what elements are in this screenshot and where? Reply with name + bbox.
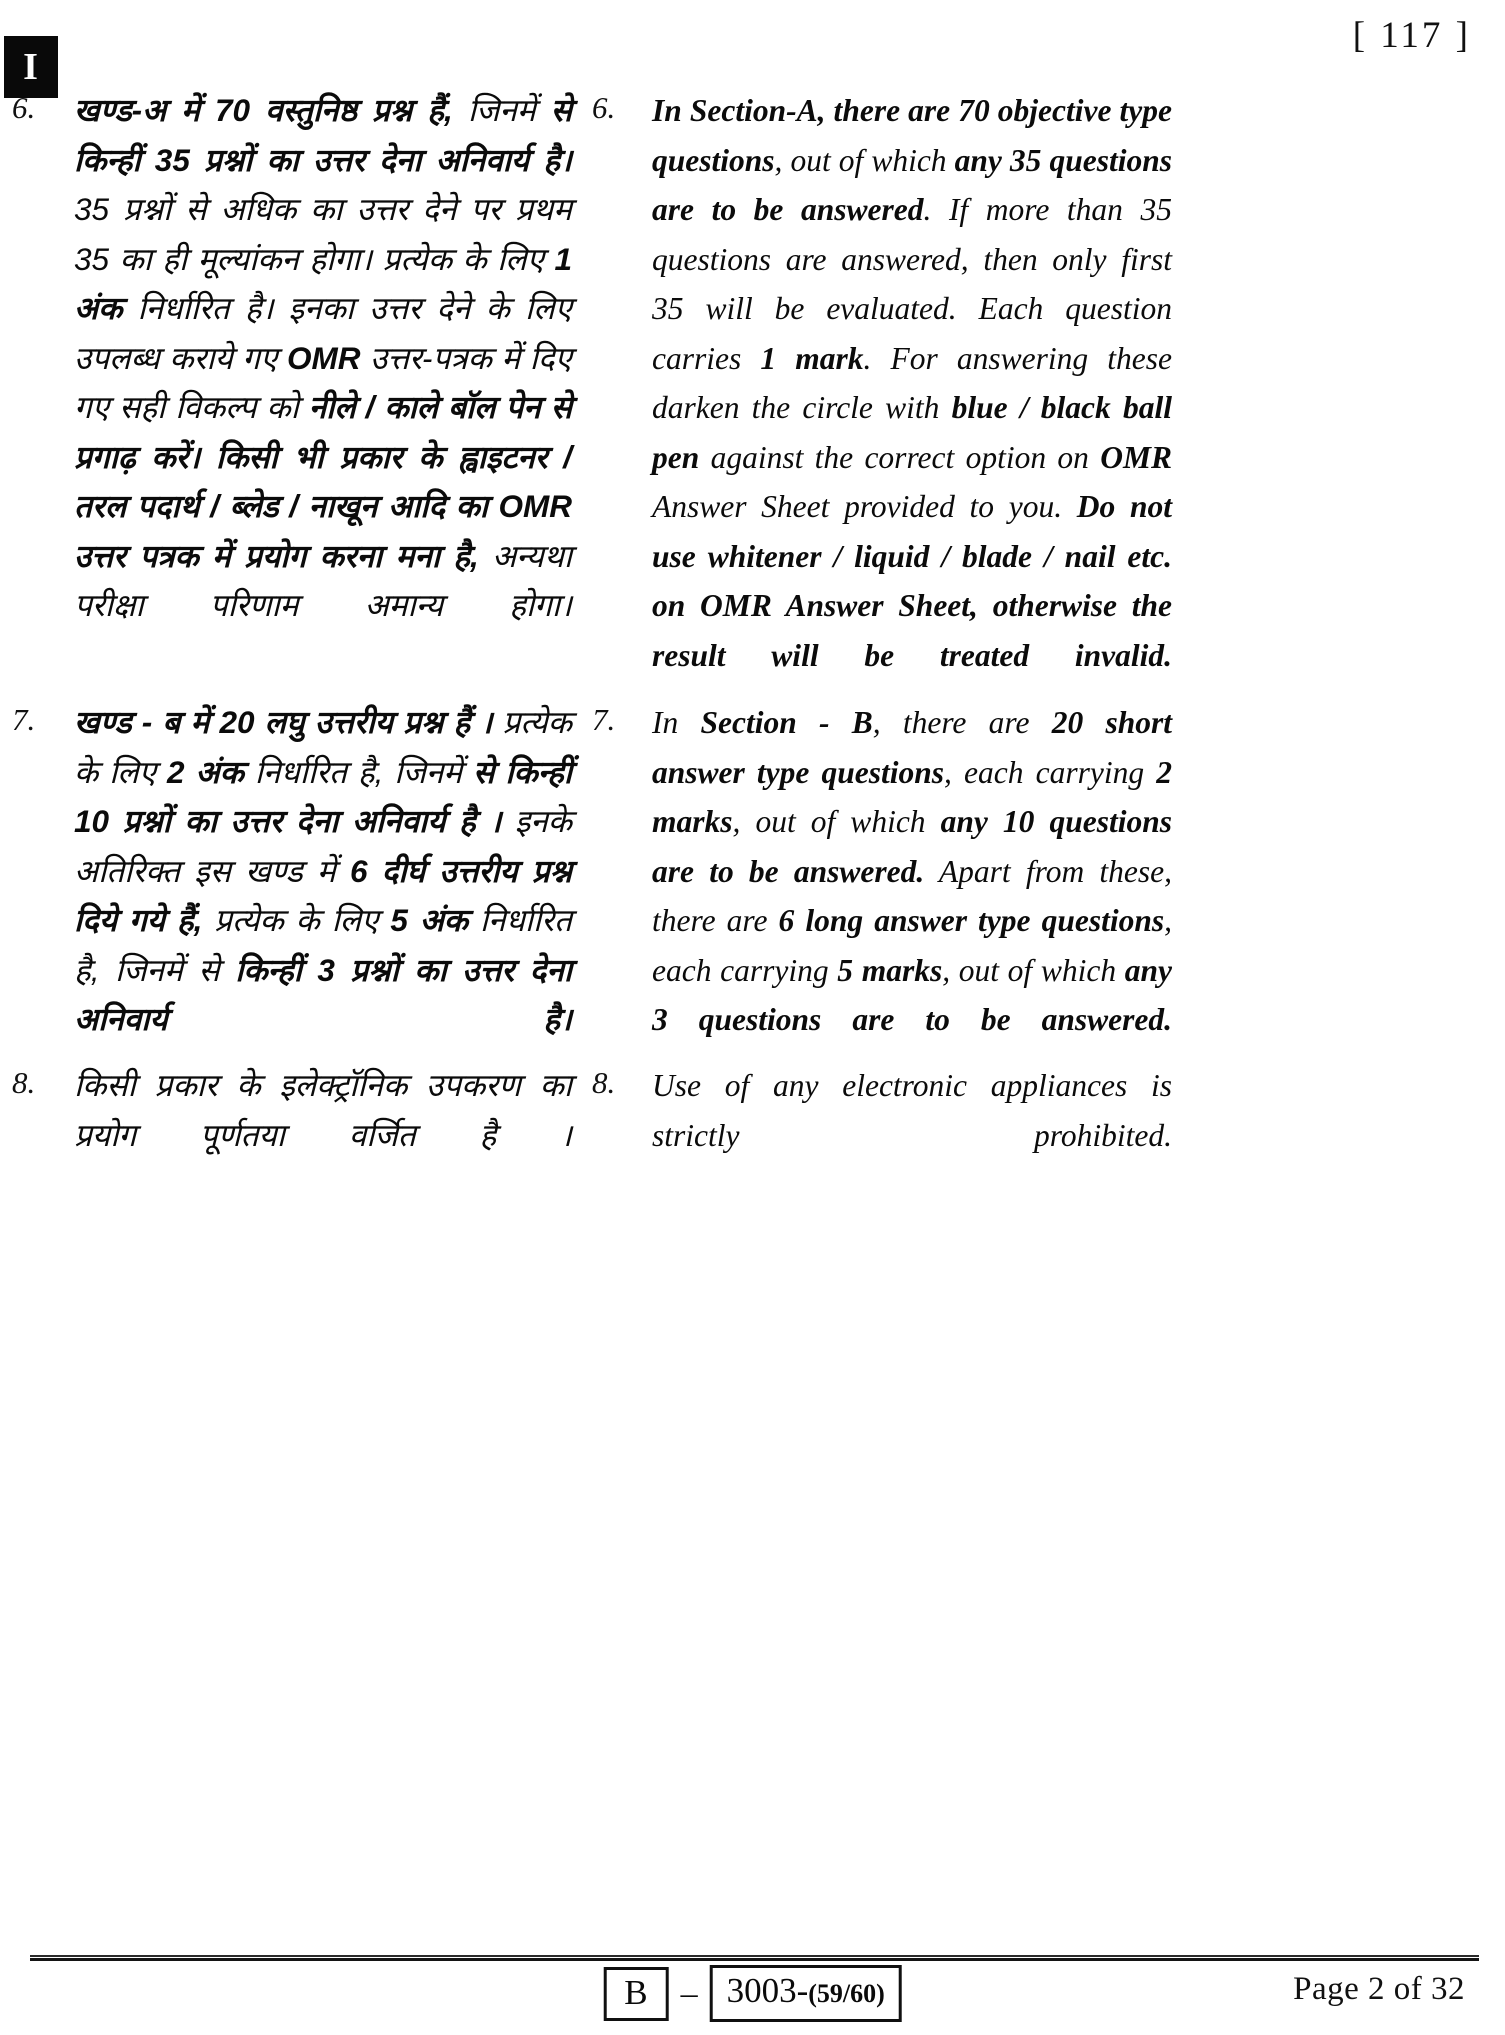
instruction-7-english (592, 698, 1172, 1094)
instruction-8-english-number: 8. (592, 1065, 616, 1100)
instruction-6-english (592, 86, 1172, 730)
instruction-7-hindi-number: 7. (12, 702, 36, 737)
instruction-6-hindi (12, 86, 572, 680)
instruction-6-hindi-text: खण्ड-अ में 70 वस्तुनिष्ठ प्रश्न हैं, जिनमें से किन्हीं 35 प्रश्नों का उत्तर देना अनिवार्य है। 35 प्रश्नों से अधिक का उत्तर देने पर प्रथम 35 का ही मूल्यांकन होगा। प्रत्येक के लिए 1 अंक निर्धारित है। इनका उत्तर देने के लिए उपलब्ध कराये गए OMR उत्तर-पत्रक में दिए गए सही विकल्प को नीले / काले बॉल पेन से प्रगाढ़ करें। किसी भी प्रकार के ह्वाइटनर / तरल पदार्थ / ब्लेड / नाखून आदि का OMR उत्तर पत्रक में प्रयोग करना मना है, अन्यथा परीक्षा परिणाम अमान्य होगा। (74, 92, 573, 623)
instruction-8-hindi-number: 8. (12, 1065, 36, 1100)
paper-code-group (603, 1965, 902, 2022)
instruction-7-hindi-text: खण्ड - ब में 20 लघु उत्तरीय प्रश्न हैं । प्रत्येक के लिए 2 अंक निर्धारित है, जिनमें से किन्हीं 10 प्रश्नों का उत्तर देना अनिवार्य है । इनके अतिरिक्त इस खण्ड में 6 दीर्घ उत्तरीय प्रश्न दिये गये हैं, प्रत्येक के लिए 5 अंक निर्धारित है, जिनमें से किन्हीं 3 प्रश्नों का उत्तर देना अनिवार्य है। (74, 704, 573, 1037)
instruction-8-hindi-text: किसी प्रकार के इलेक्ट्रॉनिक उपकरण का प्रयोग पूर्णतया वर्जित है । (74, 1067, 572, 1153)
paper-code-dash: – (680, 1974, 698, 2012)
page-footer (0, 1965, 1505, 2035)
instruction-7-english-number: 7. (592, 702, 616, 737)
instruction-6-english-number: 6. (592, 90, 616, 125)
instruction-8-english-text: Use of any electronic appliances is strictly prohibited. (652, 1068, 1172, 1153)
instruction-6-hindi-number: 6. (12, 90, 36, 125)
instruction-7-hindi (12, 698, 572, 1094)
paper-number: 3003- (726, 1971, 809, 2010)
booklet-code: [ 117 ] (1352, 15, 1471, 56)
paper-number-box (710, 1965, 902, 2022)
paper-number-suffix: (59/60) (808, 1979, 885, 2008)
instruction-6-english-text: In Section-A, there are 70 objective type questions, out of which any 35 questions are to be answered. If more than 35 questions are answered, then only first 35 will be evaluated. Each question carries 1 mark. For answering these darken the circle with blue / black ball pen against the correct option on OMR Answer Sheet provided to you. Do not use whitener / liquid / blade / nail etc. on OMR Answer Sheet, otherwise the result will be treated invalid. (652, 93, 1173, 673)
paper-letter-box: B (603, 1967, 668, 2021)
section-badge: I (4, 36, 58, 98)
instruction-7-english-text: In Section - B, there are 20 short answer type questions, each carrying 2 marks, out of which any 10 questions are to be answered. Apart from these, there are 6 long answer type questions, each carrying 5 marks, out of which any 3 questions are to be answered. (652, 705, 1173, 1037)
footer-divider-thin (30, 1955, 1479, 1957)
page-number-label: Page 2 of 32 (1293, 1971, 1465, 2007)
footer-divider (30, 1958, 1479, 1961)
instruction-8-english (592, 1061, 1172, 1210)
instruction-8-hindi (12, 1061, 572, 1210)
